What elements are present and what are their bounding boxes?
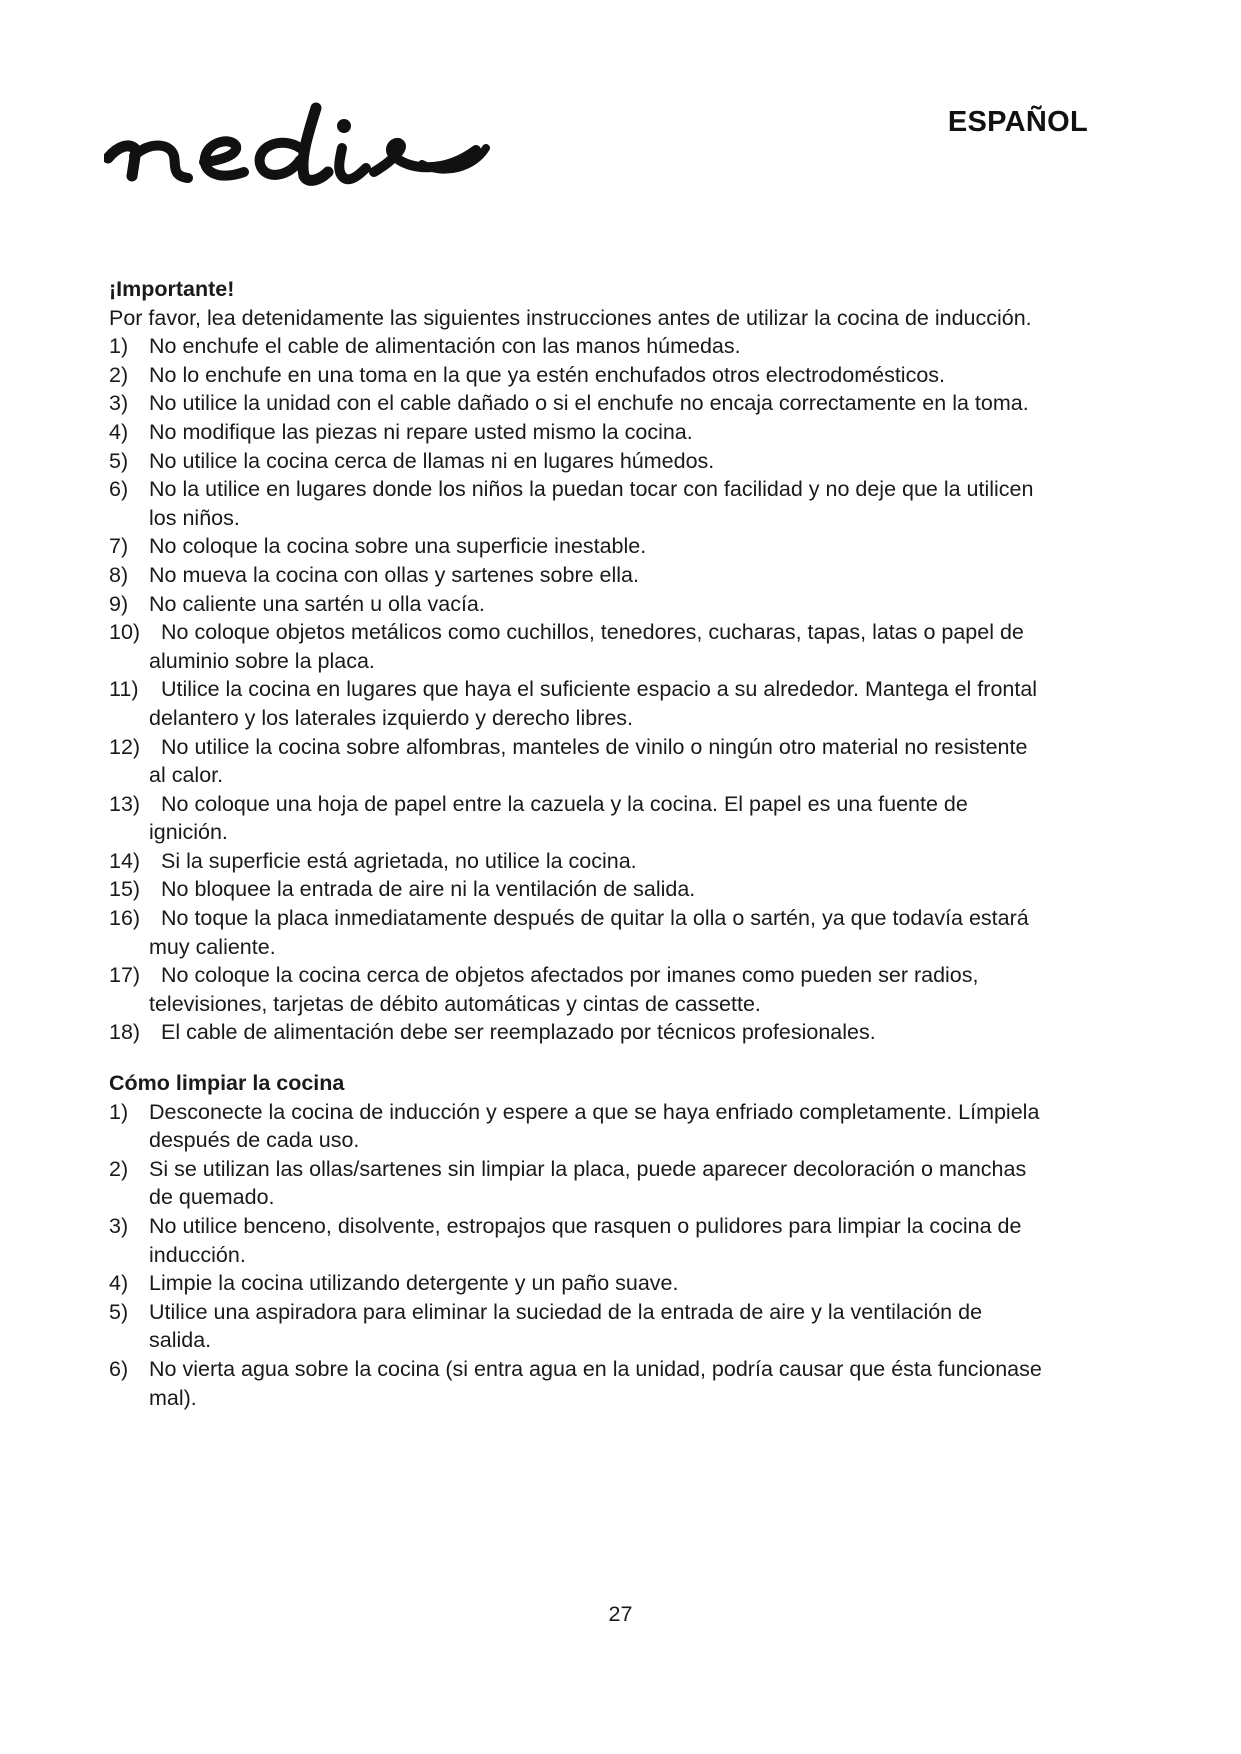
important-heading: ¡Importante!	[109, 277, 235, 301]
list-item-text: El cable de alimentación debe ser reemplazado por técnicos profesionales.	[161, 1020, 876, 1045]
list-item-text: No utilice la cocina sobre alfombras, manteles de vinilo o ningún otro material no resistente al calor.	[149, 734, 1028, 788]
list-item-number: 5)	[109, 448, 129, 473]
list-item-text: No bloquee la entrada de aire ni la ventilación de salida.	[161, 877, 696, 902]
list-item	[109, 418, 1049, 447]
list-item-number: 9)	[109, 591, 129, 616]
list-item	[109, 790, 1049, 847]
list-item	[109, 847, 1049, 876]
list-item	[109, 1269, 1049, 1298]
list-item-number: 18)	[109, 1020, 141, 1045]
list-item	[109, 1298, 1049, 1355]
list-item-number: 2)	[109, 1156, 129, 1181]
list-item-text: No la utilice en lugares donde los niños la puedan tocar con facilidad y no deje que la utilicen los niños.	[149, 477, 1034, 530]
cleaning-heading: Cómo limpiar la cocina	[109, 1071, 345, 1096]
list-item	[109, 618, 1049, 675]
list-item-text: Desconecte la cocina de inducción y espere a que se haya enfriado completamente. Límpiela después de cada uso.	[149, 1099, 1040, 1153]
list-item-number: 6)	[109, 477, 129, 502]
important-section	[109, 275, 1049, 1047]
list-item	[109, 590, 1049, 619]
list-item-text: No caliente una sartén u olla vacía.	[149, 591, 485, 616]
list-item	[109, 961, 1049, 1018]
list-item	[109, 361, 1049, 390]
list-item-text: Limpie la cocina utilizando detergente y un paño suave.	[149, 1271, 679, 1296]
list-item-number: 4)	[109, 1271, 129, 1296]
list-item-number: 1)	[109, 1099, 129, 1124]
list-item-text: Si se utilizan las ollas/sartenes sin limpiar la placa, puede aparecer decoloración o manchas de quemado.	[149, 1156, 1027, 1210]
document-body	[109, 275, 1049, 1412]
list-item-number: 3)	[109, 391, 129, 416]
list-item-number: 10)	[109, 620, 141, 645]
list-item-text: Si la superficie está agrietada, no utilice la cocina.	[161, 848, 637, 873]
list-item-number: 11)	[109, 677, 139, 702]
nedis-logo-icon	[104, 98, 490, 213]
list-item-number: 15)	[109, 877, 141, 902]
list-item	[109, 389, 1049, 418]
list-item-text: No coloque la cocina cerca de objetos afectados por imanes como pueden ser radios, televisiones, tarjetas de débito automáticas y cintas de cassette.	[149, 963, 979, 1016]
list-item-text: No coloque la cocina sobre una superficie inestable.	[149, 534, 647, 559]
list-item	[109, 875, 1049, 904]
list-item	[109, 532, 1049, 561]
list-item-number: 1)	[109, 334, 129, 359]
nedis-logo	[104, 98, 490, 213]
language-label: ESPAÑOL	[947, 106, 1088, 138]
list-item-number: 16)	[109, 906, 141, 931]
list-item-text: No mueva la cocina con ollas y sartenes sobre ella.	[149, 562, 639, 587]
list-item-text: No utilice la cocina cerca de llamas ni en lugares húmedos.	[149, 448, 715, 473]
list-item	[109, 1155, 1049, 1212]
list-item-number: 6)	[109, 1356, 129, 1381]
list-item-number: 3)	[109, 1214, 129, 1238]
list-item	[109, 1098, 1049, 1155]
list-item-text: No coloque objetos metálicos como cuchillos, tenedores, cucharas, tapas, latas o papel de aluminio sobre la placa.	[149, 620, 1024, 673]
list-item-text: No utilice benceno, disolvente, estropajos que rasquen o pulidores para limpiar la cocina de inducción.	[149, 1214, 1022, 1267]
list-item-number: 4)	[109, 419, 129, 444]
list-item	[109, 675, 1049, 732]
list-item	[109, 332, 1049, 361]
list-item	[109, 1212, 1049, 1269]
list-item	[109, 561, 1049, 590]
list-item	[109, 1355, 1049, 1412]
list-item-text: No utilice la unidad con el cable dañado o si el enchufe no encaja correctamente en la toma.	[149, 391, 1029, 416]
list-item-number: 8)	[109, 562, 129, 587]
important-list	[109, 332, 1049, 1047]
list-item	[109, 904, 1049, 961]
page-number: 27	[608, 1602, 633, 1626]
list-item	[109, 1018, 1049, 1047]
list-item	[109, 733, 1049, 790]
list-item	[109, 447, 1049, 476]
cleaning-section	[109, 1069, 1049, 1412]
list-item-number: 13)	[109, 791, 141, 816]
list-item-number: 2)	[109, 362, 129, 387]
list-item-text: No vierta agua sobre la cocina (si entra agua en la unidad, podría causar que ésta funcionase mal).	[149, 1356, 1042, 1410]
important-intro: Por favor, lea detenidamente las siguientes instrucciones antes de utilizar la cocina de inducción.	[109, 305, 1032, 330]
list-item-number: 17)	[109, 963, 141, 988]
list-item-text: Utilice una aspiradora para eliminar la suciedad de la entrada de aire y la ventilación de salida.	[149, 1299, 983, 1353]
list-item-number: 5)	[109, 1299, 129, 1324]
cleaning-list	[109, 1098, 1049, 1413]
list-item-number: 14)	[109, 848, 141, 873]
list-item-text: No enchufe el cable de alimentación con las manos húmedas.	[149, 334, 741, 359]
list-item-text: No lo enchufe en una toma en la que ya estén enchufados otros electrodomésticos.	[149, 362, 946, 387]
list-item-number: 12)	[109, 734, 141, 759]
list-item-text: No coloque una hoja de papel entre la cazuela y la cocina. El papel es una fuente de ignición.	[149, 791, 968, 845]
list-item-text: Utilice la cocina en lugares que haya el suficiente espacio a su alrededor. Mantega el frontal delantero y los laterales izquierdo y derecho libres.	[149, 677, 1038, 730]
list-item-text: No modifique las piezas ni repare usted mismo la cocina.	[149, 419, 693, 444]
list-item	[109, 475, 1049, 532]
list-item-text: No toque la placa inmediatamente después de quitar la olla o sartén, ya que todavía estará muy caliente.	[149, 906, 1029, 959]
list-item-number: 7)	[109, 534, 129, 559]
